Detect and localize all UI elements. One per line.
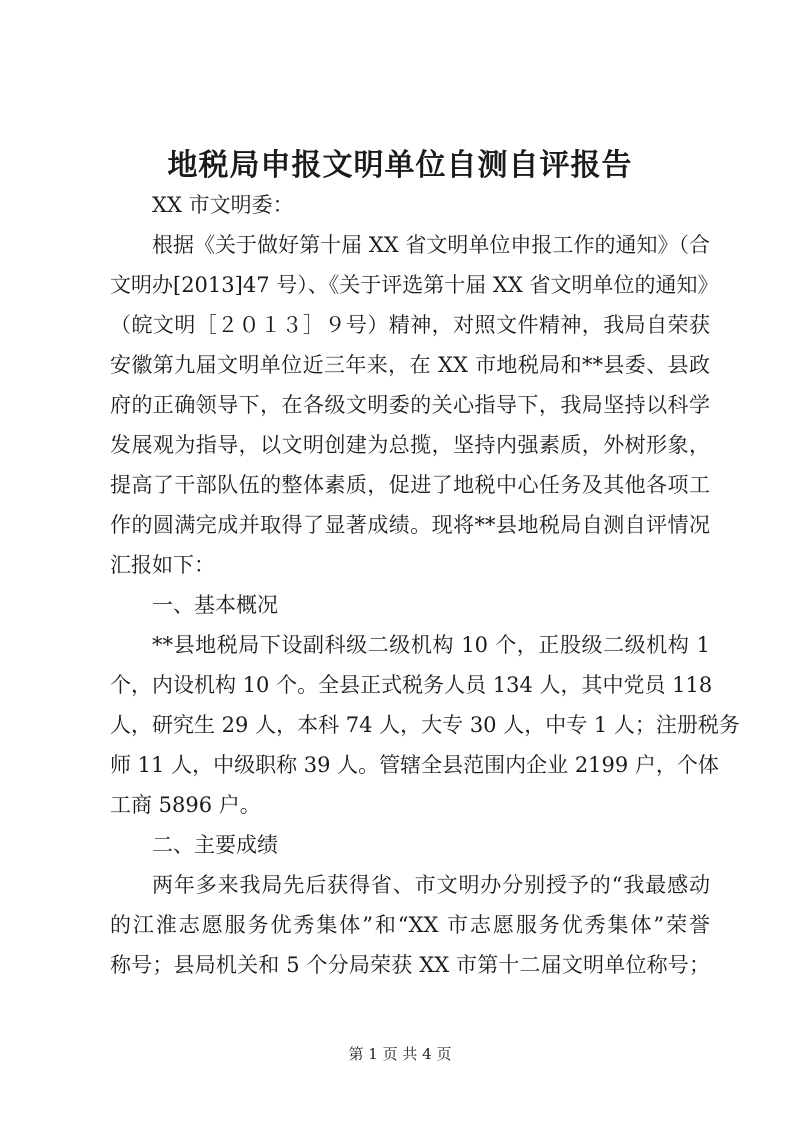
page-footer: 第 1 页 共 4 页 [348, 1045, 452, 1063]
text-line: 两年多来我局先后获得省、市文明办分别授予的“我最感动 [152, 873, 710, 897]
text-line: 称号；县局机关和 5 个分局荣获 XX 市第十二届文明单位称号； [110, 953, 710, 977]
document-body [110, 185, 740, 985]
text-line: 一、基本概况 [152, 593, 278, 617]
text-line: 二、主要成绩 [152, 833, 278, 857]
text-line: 府的正确领导下，在各级文明委的关心指导下，我局坚持以科学 [110, 393, 710, 417]
text-line: 发展观为指导，以文明创建为总揽，坚持内强素质，外树形象， [110, 433, 710, 457]
text-line: 提高了干部队伍的整体素质，促进了地税中心任务及其他各项工 [110, 473, 710, 497]
text-line: 作的圆满完成并取得了显著成绩。现将**县地税局自测自评情况 [110, 513, 710, 537]
text-line: 人，研究生 29 人，本科 74 人，大专 30 人，中专 1 人；注册税务 [110, 713, 740, 737]
text-line: （皖文明［２０１３］９号）精神，对照文件精神，我局自荣获 [110, 313, 710, 337]
document-title: 地税局申报文明单位自测自评报告 [167, 148, 633, 183]
text-line: 汇报如下： [110, 553, 215, 577]
text-line: 安徽第九届文明单位近三年来，在 XX 市地税局和**县委、县政 [110, 353, 710, 377]
text-line: 个，内设机构 10 个。全县正式税务人员 134 人，其中党员 118 [110, 673, 713, 697]
text-line: XX 市文明委： [152, 193, 294, 217]
text-line: 的江淮志愿服务优秀集体”和“XX 市志愿服务优秀集体”荣誉 [110, 913, 710, 937]
text-line: 根据《关于做好第十届 XX 省文明单位申报工作的通知》（合 [152, 233, 710, 257]
text-line: 师 11 人，中级职称 39 人。管辖全县范围内企业 2199 户，个体 [110, 753, 719, 777]
text-line: 文明办[2013]47 号）、《关于评选第十届 XX 省文明单位的通知》 [110, 273, 719, 297]
text-line: **县地税局下设副科级二级机构 10 个，正股级二级机构 1 [152, 633, 710, 657]
text-line: 工商 5896 户。 [110, 793, 261, 817]
